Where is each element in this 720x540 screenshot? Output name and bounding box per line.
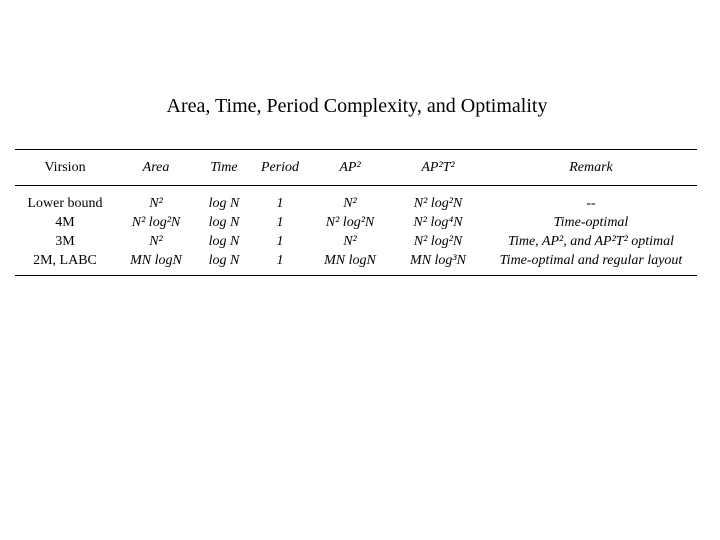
cell-time: log N xyxy=(208,234,240,249)
table-row xyxy=(15,213,697,232)
cell-version: Lower bound xyxy=(27,196,103,211)
cell-version: 3M xyxy=(55,234,75,249)
cell-time: log N xyxy=(197,251,251,276)
cell-ap2t2: N² log²N xyxy=(413,196,463,211)
cell-time: log N xyxy=(208,215,240,230)
cell-area: N² xyxy=(149,196,163,211)
cell-version: 2M, LABC xyxy=(15,251,115,276)
header-period: Period xyxy=(251,150,309,186)
cell-ap2: MN logN xyxy=(309,251,391,276)
table-row xyxy=(15,232,697,251)
header-area: Area xyxy=(115,150,197,186)
cell-ap2t2: MN log³N xyxy=(391,251,485,276)
page-title: Area, Time, Period Complexity, and Optimality xyxy=(166,95,548,117)
header-version: Virsion xyxy=(15,150,115,186)
cell-time: log N xyxy=(208,196,240,211)
cell-area: N² log²N xyxy=(131,215,181,230)
cell-area: MN logN xyxy=(115,251,197,276)
table-row xyxy=(15,186,697,214)
cell-ap2: N² log²N xyxy=(325,215,375,230)
cell-ap2t2: N² log⁴N xyxy=(413,215,463,230)
cell-period: 1 xyxy=(276,215,284,230)
header-remark: Remark xyxy=(485,150,697,186)
cell-area: N² xyxy=(149,234,163,249)
cell-remark: -- xyxy=(586,196,596,211)
table-row xyxy=(15,251,697,276)
header-time: Time xyxy=(197,150,251,186)
cell-remark: Time-optimal xyxy=(553,215,629,230)
cell-ap2: N² xyxy=(343,234,357,249)
cell-ap2t2: N² log²N xyxy=(413,234,463,249)
cell-period: 1 xyxy=(276,234,284,249)
header-ap2: AP² xyxy=(309,150,391,186)
cell-ap2: N² xyxy=(343,196,357,211)
cell-period: 1 xyxy=(251,251,309,276)
cell-remark: Time, AP², and AP²T² optimal xyxy=(507,234,675,249)
cell-version: 4M xyxy=(55,215,75,230)
header-ap2t2: AP²T² xyxy=(391,150,485,186)
cell-period: 1 xyxy=(276,196,284,211)
header-row xyxy=(15,150,697,186)
cell-remark: Time-optimal and regular layout xyxy=(485,251,697,276)
complexity-table xyxy=(15,149,697,276)
